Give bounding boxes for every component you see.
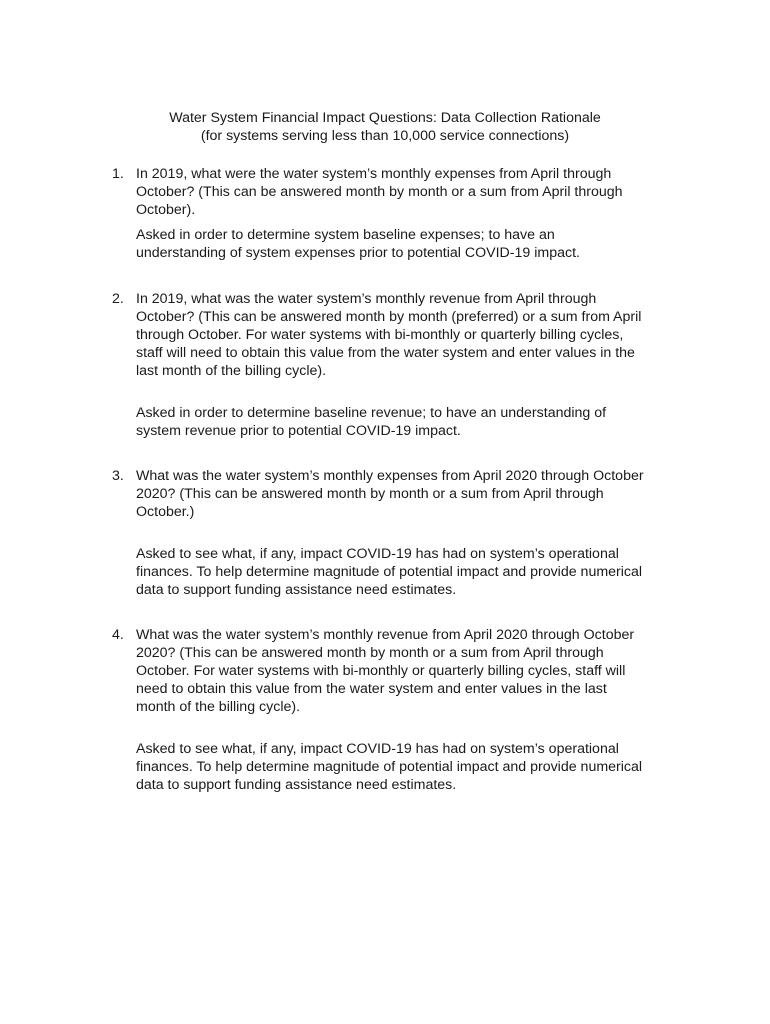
question-text	[136, 626, 692, 716]
rationale-line: system revenue prior to potential COVID-19 impact.	[136, 423, 461, 439]
rationale-line: data to support funding assistance need estimates.	[136, 777, 457, 793]
rationale-line: Asked in order to determine system baseline expenses; to have an	[136, 227, 555, 243]
title-subtitle: (for systems serving less than 10,000 service connections)	[200, 128, 570, 144]
question-line: What was the water system’s monthly expenses from April 2020 through October	[136, 468, 644, 484]
question-line: through October. For water systems with bi-monthly or quarterly billing cycles,	[136, 327, 624, 343]
question-line: 2020? (This can be answered month by month or a sum from April through	[136, 645, 604, 661]
question-text	[136, 165, 692, 219]
rationale-line: Asked to see what, if any, impact COVID-19 has had on system’s operational	[136, 741, 619, 757]
question-line: October).	[136, 202, 196, 218]
question-rationale	[136, 545, 692, 599]
question-rationale	[136, 404, 692, 440]
question-line: month of the billing cycle).	[136, 699, 301, 715]
question-line: October? (This can be answered month by month or a sum from April through	[136, 184, 623, 200]
question-line: last month of the billing cycle).	[136, 363, 327, 379]
rationale-line: finances. To help determine magnitude of potential impact and provide numerical	[136, 759, 643, 775]
question-line: October.)	[136, 504, 195, 520]
question-number: 2.	[112, 291, 124, 307]
question-line: In 2019, what was the water system’s monthly revenue from April through	[136, 291, 597, 307]
rationale-line: Asked in order to determine baseline revenue; to have an understanding of	[136, 405, 607, 421]
question-line: staff will need to obtain this value from the water system and enter values in the	[136, 345, 635, 361]
question-text	[136, 467, 692, 521]
question-line: 2020? (This can be answered month by month or a sum from April through	[136, 486, 604, 502]
question-number: 4.	[112, 627, 124, 643]
question-line: What was the water system’s monthly revenue from April 2020 through October	[136, 627, 635, 643]
document-title	[0, 109, 770, 145]
question-line: In 2019, what were the water system’s monthly expenses from April through	[136, 166, 612, 182]
question-line: October? (This can be answered month by month (preferred) or a sum from April	[136, 309, 642, 325]
question-rationale	[136, 740, 692, 794]
rationale-line: understanding of system expenses prior to potential COVID-19 impact.	[136, 245, 580, 261]
question-line: October. For water systems with bi-monthly or quarterly billing cycles, staff will	[136, 663, 626, 679]
question-number: 1.	[112, 166, 124, 182]
question-rationale	[136, 226, 692, 262]
question-text	[136, 290, 692, 380]
question-number: 3.	[112, 468, 124, 484]
rationale-line: finances. To help determine magnitude of potential impact and provide numerical	[136, 564, 643, 580]
question-line: need to obtain this value from the water system and enter values in the last	[136, 681, 607, 697]
rationale-line: data to support funding assistance need estimates.	[136, 582, 457, 598]
rationale-line: Asked to see what, if any, impact COVID-19 has had on system’s operational	[136, 546, 619, 562]
title-line-1: Water System Financial Impact Questions: Data Collection Rationale	[169, 110, 601, 126]
